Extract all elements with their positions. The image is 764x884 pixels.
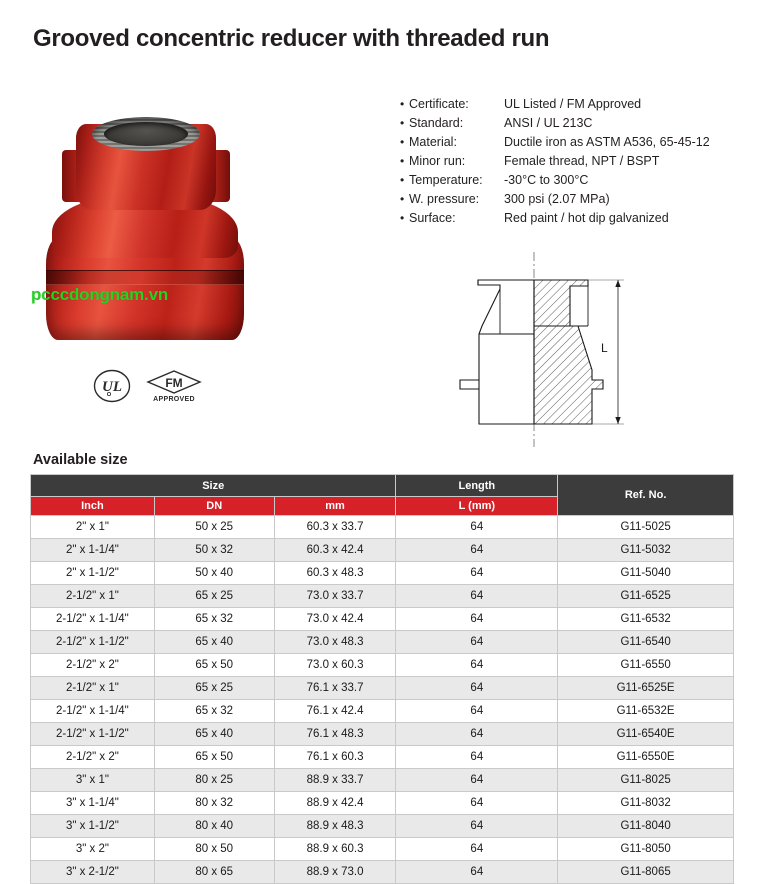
cell-ref: G11-5025 — [558, 516, 734, 539]
table-row — [31, 562, 734, 585]
cell-mm: 60.3 x 33.7 — [274, 516, 396, 539]
table-header-group-row — [31, 475, 734, 497]
cell-inch: 2" x 1" — [31, 516, 155, 539]
cell-inch: 2-1/2" x 1-1/4" — [31, 700, 155, 723]
cell-ref: G11-6540 — [558, 631, 734, 654]
table-row — [31, 746, 734, 769]
spec-row-material — [400, 133, 750, 152]
cell-ref: G11-6532E — [558, 700, 734, 723]
header-length: Length — [396, 475, 558, 497]
page-title: Grooved concentric reducer with threaded run — [33, 25, 550, 52]
cell-dn: 50 x 32 — [154, 539, 274, 562]
cell-ref: G11-8050 — [558, 838, 734, 861]
table-row — [31, 838, 734, 861]
cell-ref: G11-5032 — [558, 539, 734, 562]
bullet-icon: • — [400, 173, 405, 187]
cell-inch: 2-1/2" x 2" — [31, 654, 155, 677]
spec-label: Standard: — [409, 116, 464, 130]
bullet-icon: • — [400, 192, 405, 206]
cell-inch: 3" x 1-1/2" — [31, 815, 155, 838]
spec-value: Red paint / hot dip galvanized — [504, 211, 669, 225]
cell-length: 64 — [396, 723, 558, 746]
spec-label: Surface: — [409, 211, 456, 225]
cell-length: 64 — [396, 631, 558, 654]
cell-inch: 2-1/2" x 1" — [31, 677, 155, 700]
cell-ref: G11-6550E — [558, 746, 734, 769]
cell-mm: 76.1 x 48.3 — [274, 723, 396, 746]
cell-mm: 73.0 x 48.3 — [274, 631, 396, 654]
table-row — [31, 861, 734, 884]
product-photo-stage — [30, 88, 260, 363]
table-row — [31, 631, 734, 654]
cell-ref: G11-8040 — [558, 815, 734, 838]
cell-mm: 76.1 x 42.4 — [274, 700, 396, 723]
cell-inch: 3" x 1" — [31, 769, 155, 792]
cell-inch: 2-1/2" x 1-1/2" — [31, 631, 155, 654]
spec-row-standard — [400, 114, 750, 133]
spec-label: Material: — [409, 135, 457, 149]
cell-dn: 80 x 65 — [154, 861, 274, 884]
cell-dn: 80 x 32 — [154, 792, 274, 815]
cell-mm: 60.3 x 48.3 — [274, 562, 396, 585]
table-body — [31, 516, 734, 884]
table-row — [31, 815, 734, 838]
cell-inch: 2-1/2" x 1" — [31, 585, 155, 608]
product-photo — [30, 88, 260, 363]
cell-inch: 2" x 1-1/4" — [31, 539, 155, 562]
cell-mm: 60.3 x 42.4 — [274, 539, 396, 562]
spec-label: Minor run: — [409, 154, 466, 168]
cell-length: 64 — [396, 861, 558, 884]
cell-dn: 65 x 32 — [154, 700, 274, 723]
cell-inch: 3" x 1-1/4" — [31, 792, 155, 815]
cell-ref: G11-6525E — [558, 677, 734, 700]
spec-label: Certificate: — [409, 97, 469, 111]
cell-length: 64 — [396, 700, 558, 723]
cell-ref: G11-8032 — [558, 792, 734, 815]
cell-mm: 73.0 x 42.4 — [274, 608, 396, 631]
cell-dn: 80 x 25 — [154, 769, 274, 792]
bullet-icon: • — [400, 135, 405, 149]
product-groove-ring — [46, 270, 244, 285]
table-row — [31, 677, 734, 700]
cell-length: 64 — [396, 815, 558, 838]
cell-ref: G11-6525 — [558, 585, 734, 608]
cell-dn: 65 x 40 — [154, 723, 274, 746]
cell-dn: 80 x 40 — [154, 815, 274, 838]
available-size-table — [30, 474, 734, 884]
cell-length: 64 — [396, 585, 558, 608]
cell-mm: 88.9 x 73.0 — [274, 861, 396, 884]
image-watermark: pcccdongnam.vn — [31, 285, 169, 304]
cell-length: 64 — [396, 654, 558, 677]
table-row — [31, 700, 734, 723]
cell-dn: 65 x 50 — [154, 746, 274, 769]
cell-dn: 65 x 25 — [154, 677, 274, 700]
svg-text:APPROVED: APPROVED — [153, 396, 195, 403]
product-bore-opening — [104, 122, 188, 146]
cell-inch: 3" x 2" — [31, 838, 155, 861]
cell-inch: 2" x 1-1/2" — [31, 562, 155, 585]
fm-approved-icon — [146, 368, 202, 404]
cell-ref: G11-6540E — [558, 723, 734, 746]
table-row — [31, 608, 734, 631]
cell-dn: 65 x 40 — [154, 631, 274, 654]
cell-mm: 73.0 x 33.7 — [274, 585, 396, 608]
profile-left — [460, 280, 534, 424]
cell-dn: 65 x 50 — [154, 654, 274, 677]
cell-ref: G11-8025 — [558, 769, 734, 792]
section-title-available-size: Available size — [33, 452, 128, 468]
table-row — [31, 516, 734, 539]
table-row — [31, 585, 734, 608]
spec-value: Female thread, NPT / BSPT — [504, 154, 660, 168]
svg-text:UL: UL — [102, 379, 122, 395]
cell-length: 64 — [396, 539, 558, 562]
cell-length: 64 — [396, 792, 558, 815]
cell-length: 64 — [396, 608, 558, 631]
spec-row-certificate — [400, 95, 750, 114]
cell-ref: G11-5040 — [558, 562, 734, 585]
cell-mm: 88.9 x 33.7 — [274, 769, 396, 792]
header-inch: Inch — [31, 497, 155, 516]
spec-value: UL Listed / FM Approved — [504, 97, 642, 111]
spec-row-temperature — [400, 171, 750, 190]
table-row — [31, 792, 734, 815]
profile-right-section — [534, 280, 603, 424]
header-dn: DN — [154, 497, 274, 516]
header-length-mm: L (mm) — [396, 497, 558, 516]
spec-value: Ductile iron as ASTM A536, 65-45-12 — [504, 135, 710, 149]
table-row — [31, 723, 734, 746]
spec-label: Temperature: — [409, 173, 483, 187]
bullet-icon: • — [400, 97, 405, 111]
cell-length: 64 — [396, 769, 558, 792]
header-mm: mm — [274, 497, 396, 516]
cell-mm: 76.1 x 60.3 — [274, 746, 396, 769]
cell-inch: 2-1/2" x 2" — [31, 746, 155, 769]
header-size: Size — [31, 475, 396, 497]
cell-inch: 2-1/2" x 1-1/4" — [31, 608, 155, 631]
cell-mm: 88.9 x 42.4 — [274, 792, 396, 815]
cell-dn: 80 x 50 — [154, 838, 274, 861]
spec-label: W. pressure: — [409, 192, 480, 206]
spec-value: -30°C to 300°C — [504, 173, 589, 187]
table-row — [31, 769, 734, 792]
cell-length: 64 — [396, 516, 558, 539]
cell-length: 64 — [396, 746, 558, 769]
spec-row-surface — [400, 209, 750, 228]
certification-marks — [92, 368, 202, 404]
table-row — [31, 654, 734, 677]
spec-value: 300 psi (2.07 MPa) — [504, 192, 610, 206]
cell-dn: 50 x 25 — [154, 516, 274, 539]
cell-mm: 88.9 x 60.3 — [274, 838, 396, 861]
bullet-icon: • — [400, 211, 405, 225]
bullet-icon: • — [400, 116, 405, 130]
cell-mm: 73.0 x 60.3 — [274, 654, 396, 677]
svg-text:FM: FM — [165, 376, 183, 390]
table-row — [31, 539, 734, 562]
dimension-label-L: L — [601, 341, 608, 355]
spec-value: ANSI / UL 213C — [504, 116, 593, 130]
bullet-icon: • — [400, 154, 405, 168]
cell-mm: 76.1 x 33.7 — [274, 677, 396, 700]
cell-mm: 88.9 x 48.3 — [274, 815, 396, 838]
cell-ref: G11-8065 — [558, 861, 734, 884]
cell-length: 64 — [396, 677, 558, 700]
technical-drawing — [452, 252, 657, 447]
cell-dn: 65 x 25 — [154, 585, 274, 608]
spec-row-working-pressure — [400, 190, 750, 209]
cell-ref: G11-6550 — [558, 654, 734, 677]
cell-inch: 2-1/2" x 1-1/2" — [31, 723, 155, 746]
table-head — [31, 475, 734, 516]
cell-ref: G11-6532 — [558, 608, 734, 631]
cell-inch: 3" x 2-1/2" — [31, 861, 155, 884]
cell-dn: 50 x 40 — [154, 562, 274, 585]
cell-dn: 65 x 32 — [154, 608, 274, 631]
specification-list — [400, 95, 750, 228]
cell-length: 64 — [396, 562, 558, 585]
spec-row-minor-run — [400, 152, 750, 171]
cell-length: 64 — [396, 838, 558, 861]
ul-listed-icon — [92, 369, 132, 403]
header-ref-no: Ref. No. — [558, 475, 734, 516]
